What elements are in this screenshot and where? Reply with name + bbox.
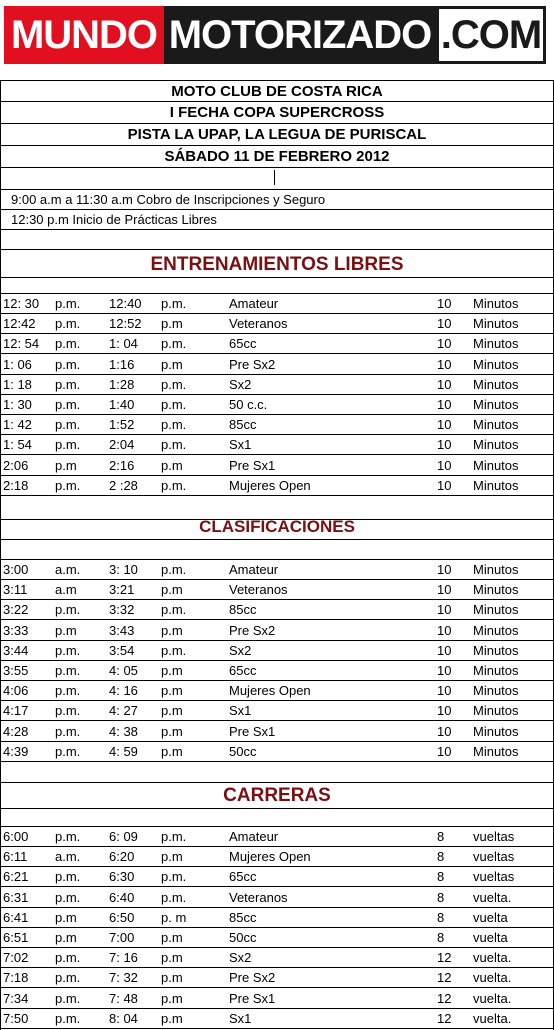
duration: 10	[437, 457, 452, 473]
unit: Minutos	[473, 477, 519, 493]
start-period: p.m.	[55, 683, 81, 699]
end-period: p. m	[161, 909, 187, 925]
unit: vuelta.	[473, 1010, 512, 1026]
start-time: 6:11	[3, 849, 28, 865]
duration: 12	[437, 970, 452, 986]
category: Amateur	[229, 296, 279, 311]
start-period: p.m.	[55, 642, 81, 658]
start-period: p.m	[55, 622, 77, 638]
table-row	[1, 395, 553, 415]
start-period: p.m	[55, 909, 77, 925]
table-row	[1, 681, 553, 701]
end-time: 4: 16	[109, 683, 138, 699]
unit: Minutos	[473, 296, 519, 311]
category: Veteranos	[229, 316, 288, 332]
end-time: 3:32	[109, 602, 135, 618]
start-period: p.m.	[55, 970, 81, 986]
start-time: 3:22	[3, 602, 29, 618]
duration: 10	[437, 477, 452, 493]
end-period: p.m.	[161, 296, 187, 311]
start-time: 4:17	[3, 703, 29, 719]
duration: 8	[437, 829, 445, 844]
duration: 12	[437, 990, 452, 1006]
start-time: 12:42	[3, 316, 36, 332]
start-time: 6:41	[3, 909, 29, 925]
start-period: a.m.	[55, 562, 81, 577]
end-time: 7:00	[109, 930, 135, 945]
duration: 10	[437, 562, 452, 577]
table-row	[1, 355, 553, 375]
table-row	[1, 415, 553, 435]
table-row	[1, 580, 553, 600]
start-period: p.m.	[55, 663, 81, 678]
start-period: p.m.	[55, 602, 81, 618]
table-row	[1, 435, 553, 455]
start-time: 7:34	[3, 990, 29, 1006]
note-practicas: 12:30 p.m Inicio de Prácticas Libres	[1, 210, 553, 230]
end-period: p.m	[161, 622, 183, 638]
start-time: 4:39	[3, 743, 29, 759]
start-period: p.m	[55, 930, 77, 945]
duration: 10	[437, 417, 452, 433]
category: Pre Sx2	[229, 970, 276, 986]
end-period: p.m	[161, 970, 183, 986]
unit: Minutos	[473, 683, 519, 699]
category: Veteranos	[229, 582, 288, 598]
unit: Minutos	[473, 376, 519, 392]
end-period: p.m	[161, 743, 183, 759]
start-period: p.m.	[55, 376, 81, 392]
end-period: p.m	[161, 663, 183, 678]
end-period: p.m.	[161, 397, 187, 412]
start-period: p.m.	[55, 356, 81, 372]
end-time: 6:50	[109, 909, 135, 925]
table-row	[1, 1009, 553, 1029]
end-period: p.m	[161, 703, 183, 719]
start-time: 1: 42	[3, 417, 32, 433]
duration: 10	[437, 582, 452, 598]
table-row	[1, 456, 553, 476]
end-period: p.m	[161, 582, 183, 598]
category: 50cc	[229, 930, 257, 945]
note-inscripciones: 9:00 a.m a 11:30 a.m Cobro de Inscripciones y Seguro	[1, 190, 553, 210]
category: Sx2	[229, 950, 252, 966]
start-period: p.m.	[55, 1010, 81, 1026]
section-carreras: CARRERAS	[1, 781, 553, 809]
table-row	[1, 928, 553, 948]
duration: 10	[437, 316, 452, 332]
end-time: 12:52	[109, 316, 142, 332]
end-period: p.m.	[161, 602, 187, 618]
table-row	[1, 334, 553, 354]
end-period: p.m.	[161, 417, 187, 433]
start-time: 7:18	[3, 970, 29, 986]
end-period: p.m	[161, 683, 183, 699]
end-time: 6:40	[109, 889, 135, 905]
start-time: 6:31	[3, 889, 29, 905]
unit: Minutos	[473, 743, 519, 759]
end-time: 4: 59	[109, 743, 138, 759]
unit: vueltas	[473, 849, 515, 865]
start-period: p.m.	[55, 336, 81, 352]
category: Mujeres Open	[229, 849, 311, 865]
unit: Minutos	[473, 642, 519, 658]
category: Sx2	[229, 376, 252, 392]
duration: 10	[437, 622, 452, 638]
table-row	[1, 989, 553, 1009]
unit: Minutos	[473, 316, 519, 332]
end-time: 1:16	[109, 356, 135, 372]
section-clasificaciones: CLASIFICACIONES	[1, 512, 553, 540]
start-time: 12: 30	[3, 296, 40, 311]
end-period: p.m.	[161, 829, 187, 844]
unit: vuelta	[473, 930, 508, 945]
start-period: p.m.	[55, 990, 81, 1006]
start-time: 2:18	[3, 477, 29, 493]
duration: 10	[437, 683, 452, 699]
start-period: p.m.	[55, 316, 81, 332]
table-row	[1, 948, 553, 968]
unit: vuelta.	[473, 950, 512, 966]
start-time: 4:28	[3, 723, 29, 739]
site-banner	[0, 0, 554, 72]
category: Sx1	[229, 703, 252, 719]
unit: Minutos	[473, 663, 519, 678]
start-period: p.m.	[55, 889, 81, 905]
unit: Minutos	[473, 582, 519, 598]
duration: 10	[437, 602, 452, 618]
start-time: 6:51	[3, 930, 29, 945]
end-time: 6:20	[109, 849, 135, 865]
table-row	[1, 294, 553, 314]
schedule-sheet	[0, 80, 554, 1030]
table-row	[1, 722, 553, 742]
blank-row	[1, 230, 553, 250]
start-period: p.m.	[55, 743, 81, 759]
start-period: p.m.	[55, 397, 81, 412]
end-time: 4: 38	[109, 723, 138, 739]
end-time: 1: 04	[109, 336, 138, 352]
duration: 10	[437, 437, 452, 453]
duration: 12	[437, 1010, 452, 1026]
duration: 10	[437, 296, 452, 311]
table-row	[1, 827, 553, 847]
end-period: p.m.	[161, 642, 187, 658]
start-period: a.m.	[55, 849, 81, 865]
end-time: 6:30	[109, 869, 135, 885]
category: Veteranos	[229, 889, 288, 905]
category: Sx1	[229, 1010, 252, 1026]
end-period: p.m	[161, 316, 183, 332]
unit: Minutos	[473, 356, 519, 372]
start-time: 6:00	[3, 829, 29, 844]
category: Amateur	[229, 562, 279, 577]
duration: 10	[437, 336, 452, 352]
table-row	[1, 968, 553, 988]
end-period: p.m.	[161, 562, 187, 577]
table-row	[1, 888, 553, 908]
category: Pre Sx2	[229, 356, 276, 372]
end-period: p.m	[161, 990, 183, 1006]
end-time: 8: 04	[109, 1010, 138, 1026]
end-time: 3:54	[109, 642, 135, 658]
table-row	[1, 867, 553, 887]
start-time: 6:21	[3, 869, 29, 885]
unit: vuelta	[473, 909, 508, 925]
category: Pre Sx2	[229, 622, 276, 638]
end-period: p.m.	[161, 889, 187, 905]
end-time: 6: 09	[109, 829, 138, 844]
start-time: 1: 54	[3, 437, 32, 453]
mundomotorizado-logo[interactable]	[4, 6, 546, 64]
start-time: 3:33	[3, 622, 29, 638]
unit: Minutos	[473, 723, 519, 739]
start-time: 3:00	[3, 562, 29, 577]
section-entrenamientos: ENTRENAMIENTOS LIBRES	[1, 250, 553, 278]
category: Sx1	[229, 437, 252, 453]
table-row	[1, 314, 553, 334]
duration: 8	[437, 849, 445, 865]
duration: 8	[437, 869, 445, 885]
start-time: 7:02	[3, 950, 29, 966]
unit: vuelta.	[473, 889, 512, 905]
category: Sx2	[229, 642, 252, 658]
category: 85cc	[229, 417, 257, 433]
unit: Minutos	[473, 397, 519, 412]
end-time: 7: 48	[109, 990, 138, 1006]
table-row	[1, 560, 553, 580]
blank-row	[1, 540, 553, 560]
start-time: 12: 54	[3, 336, 40, 352]
end-period: p.m	[161, 457, 183, 473]
start-time: 3:11	[3, 582, 28, 598]
duration: 10	[437, 642, 452, 658]
category: 65cc	[229, 663, 257, 678]
logo-part-motorizado: MOTORIZADO	[164, 6, 436, 64]
duration: 12	[437, 950, 452, 966]
end-period: p.m.	[161, 869, 187, 885]
end-period: p.m	[161, 930, 183, 945]
duration: 10	[437, 703, 452, 719]
blank-row	[1, 168, 553, 190]
end-time: 3:43	[109, 622, 135, 638]
table-row	[1, 621, 553, 641]
unit: vueltas	[473, 829, 515, 844]
table-row	[1, 742, 553, 762]
end-time: 7: 32	[109, 970, 138, 986]
end-time: 3:21	[109, 582, 135, 598]
header-event: I FECHA COPA SUPERCROSS	[1, 102, 553, 124]
category: 50 c.c.	[229, 397, 268, 412]
table-row	[1, 847, 553, 867]
end-time: 1:28	[109, 376, 135, 392]
start-period: p.m.	[55, 829, 81, 844]
end-time: 3: 10	[109, 562, 138, 577]
unit: vueltas	[473, 869, 515, 885]
header-venue: PISTA LA UPAP, LA LEGUA DE PURISCAL	[1, 124, 553, 146]
start-time: 2:06	[3, 457, 29, 473]
duration: 10	[437, 743, 452, 759]
text-cursor	[274, 170, 275, 185]
end-period: p.m	[161, 356, 183, 372]
start-time: 3:55	[3, 663, 29, 678]
header-club: MOTO CLUB DE COSTA RICA	[1, 80, 553, 102]
table-row	[1, 641, 553, 661]
start-period: p.m.	[55, 477, 81, 493]
start-time: 1: 18	[3, 376, 32, 392]
duration: 8	[437, 889, 445, 905]
unit: Minutos	[473, 457, 519, 473]
end-period: p.m	[161, 723, 183, 739]
start-period: p.m.	[55, 296, 81, 311]
end-time: 2:16	[109, 457, 135, 473]
blank-row	[1, 809, 553, 827]
category: Mujeres Open	[229, 683, 311, 699]
end-time: 4: 05	[109, 663, 138, 678]
category: 65cc	[229, 869, 257, 885]
end-time: 2 :28	[109, 477, 138, 493]
category: 50cc	[229, 743, 257, 759]
start-period: p.m	[55, 457, 77, 473]
start-period: p.m.	[55, 417, 81, 433]
start-period: p.m.	[55, 950, 81, 966]
category: Mujeres Open	[229, 477, 311, 493]
start-time: 7:50	[3, 1010, 29, 1026]
category: 65cc	[229, 336, 257, 352]
header-date: SÁBADO 11 DE FEBRERO 2012	[1, 146, 553, 168]
end-period: p.m	[161, 849, 183, 865]
duration: 8	[437, 930, 445, 945]
logo-part-com: .COM	[436, 6, 546, 64]
start-time: 4:06	[3, 683, 29, 699]
end-time: 12:40	[109, 296, 142, 311]
end-time: 2:04	[109, 437, 135, 453]
start-period: p.m.	[55, 869, 81, 885]
category: Pre Sx1	[229, 457, 276, 473]
category: Pre Sx1	[229, 990, 276, 1006]
start-period: p.m.	[55, 703, 81, 719]
table-row	[1, 908, 553, 928]
duration: 10	[437, 376, 452, 392]
category: 85cc	[229, 909, 257, 925]
unit: Minutos	[473, 336, 519, 352]
start-period: p.m.	[55, 437, 81, 453]
end-period: p.m.	[161, 477, 187, 493]
blank-row	[1, 763, 553, 783]
end-period: p.m	[161, 950, 183, 966]
end-period: p.m.	[161, 336, 187, 352]
category: Pre Sx1	[229, 723, 276, 739]
unit: Minutos	[473, 437, 519, 453]
duration: 10	[437, 663, 452, 678]
unit: vuelta.	[473, 970, 512, 986]
end-period: p.m.	[161, 437, 187, 453]
end-period: p.m	[161, 1010, 183, 1026]
duration: 8	[437, 909, 445, 925]
unit: Minutos	[473, 602, 519, 618]
unit: Minutos	[473, 703, 519, 719]
table-row	[1, 661, 553, 681]
table-row	[1, 701, 553, 721]
end-time: 1:40	[109, 397, 135, 412]
unit: Minutos	[473, 622, 519, 638]
end-period: p.m.	[161, 376, 187, 392]
end-time: 1:52	[109, 417, 135, 433]
duration: 10	[437, 397, 452, 412]
table-row	[1, 600, 553, 620]
start-time: 1: 06	[3, 356, 32, 372]
duration: 10	[437, 356, 452, 372]
start-time: 1: 30	[3, 397, 32, 412]
end-time: 7: 16	[109, 950, 138, 966]
logo-part-mundo: MUNDO	[4, 6, 164, 64]
unit: vuelta.	[473, 990, 512, 1006]
category: Amateur	[229, 829, 279, 844]
table-row	[1, 375, 553, 395]
end-time: 4: 27	[109, 703, 138, 719]
unit: Minutos	[473, 417, 519, 433]
unit: Minutos	[473, 562, 519, 577]
table-row	[1, 476, 553, 496]
category: 85cc	[229, 602, 257, 618]
start-time: 3:44	[3, 642, 29, 658]
duration: 10	[437, 723, 452, 739]
blank-row	[1, 278, 553, 294]
start-period: a.m	[55, 582, 77, 598]
start-period: p.m.	[55, 723, 81, 739]
